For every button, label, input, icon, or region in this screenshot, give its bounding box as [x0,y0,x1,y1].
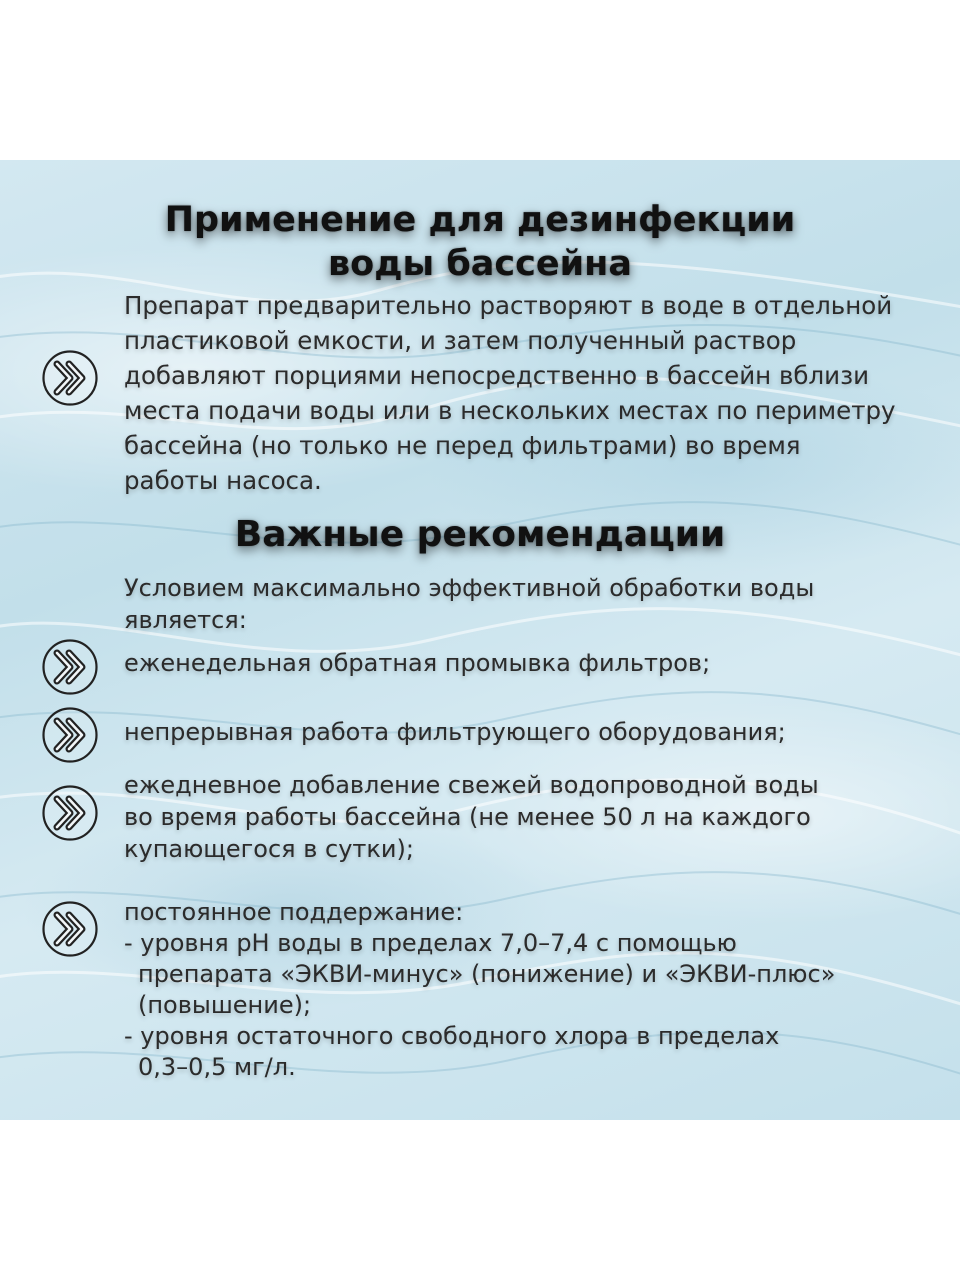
section1-title-line: воды бассейна [328,244,632,284]
section1-paragraph [124,288,896,498]
item-line: препарата «ЭКВИ-минус» (понижение) и «ЭКВИ-плюс» [138,960,836,988]
paragraph-line: места подачи воды или в нескольких местах по периметру [124,396,896,425]
item-line: непрерывная работа фильтрующего оборудования; [124,718,786,746]
recommendation-item [124,715,786,750]
double-chevron-right-icon [41,900,99,958]
condition-line: является: [124,606,247,634]
recommendation-item [124,769,819,865]
recommendation-item [124,646,710,681]
paragraph-line: Препарат предварительно растворяют в воде в отдельной [124,291,893,320]
double-chevron-right-icon [41,706,99,764]
water-background-panel [0,160,960,1120]
double-chevron-right-icon [41,349,99,407]
double-chevron-right-icon [41,638,99,696]
section1-title-line: Применение для дезинфекции [164,200,796,240]
item-line: 0,3–0,5 мг/л. [138,1053,296,1081]
item-line: купающегося в сутки); [124,835,414,863]
double-chevron-right-icon [41,784,99,842]
item-line: (повышение); [138,991,312,1019]
item-line: - уровня pH воды в пределах 7,0–7,4 с помощью [124,929,737,957]
item-line: - уровня остаточного свободного хлора в пределах [124,1022,780,1050]
paragraph-line: работы насоса. [124,466,322,495]
item-line: во время работы бассейна (не менее 50 л на каждого [124,803,811,831]
section1-title [0,198,960,286]
section2-title: Важные рекомендации [234,514,726,555]
condition-line: Условием максимально эффективной обработки воды [124,574,815,602]
paragraph-line: бассейна (но только не перед фильтрами) во время [124,431,801,460]
item-line: еженедельная обратная промывка фильтров; [124,649,711,677]
item-line: ежедневное добавление свежей водопроводной воды [124,771,819,799]
section2-condition-text [124,572,814,636]
item-line: постоянное поддержание: [124,898,464,926]
paragraph-line: пластиковой емкости, и затем полученный раствор [124,326,797,355]
recommendation-item [124,897,835,1083]
paragraph-line: добавляют порциями непосредственно в бассейн вблизи [124,361,870,390]
